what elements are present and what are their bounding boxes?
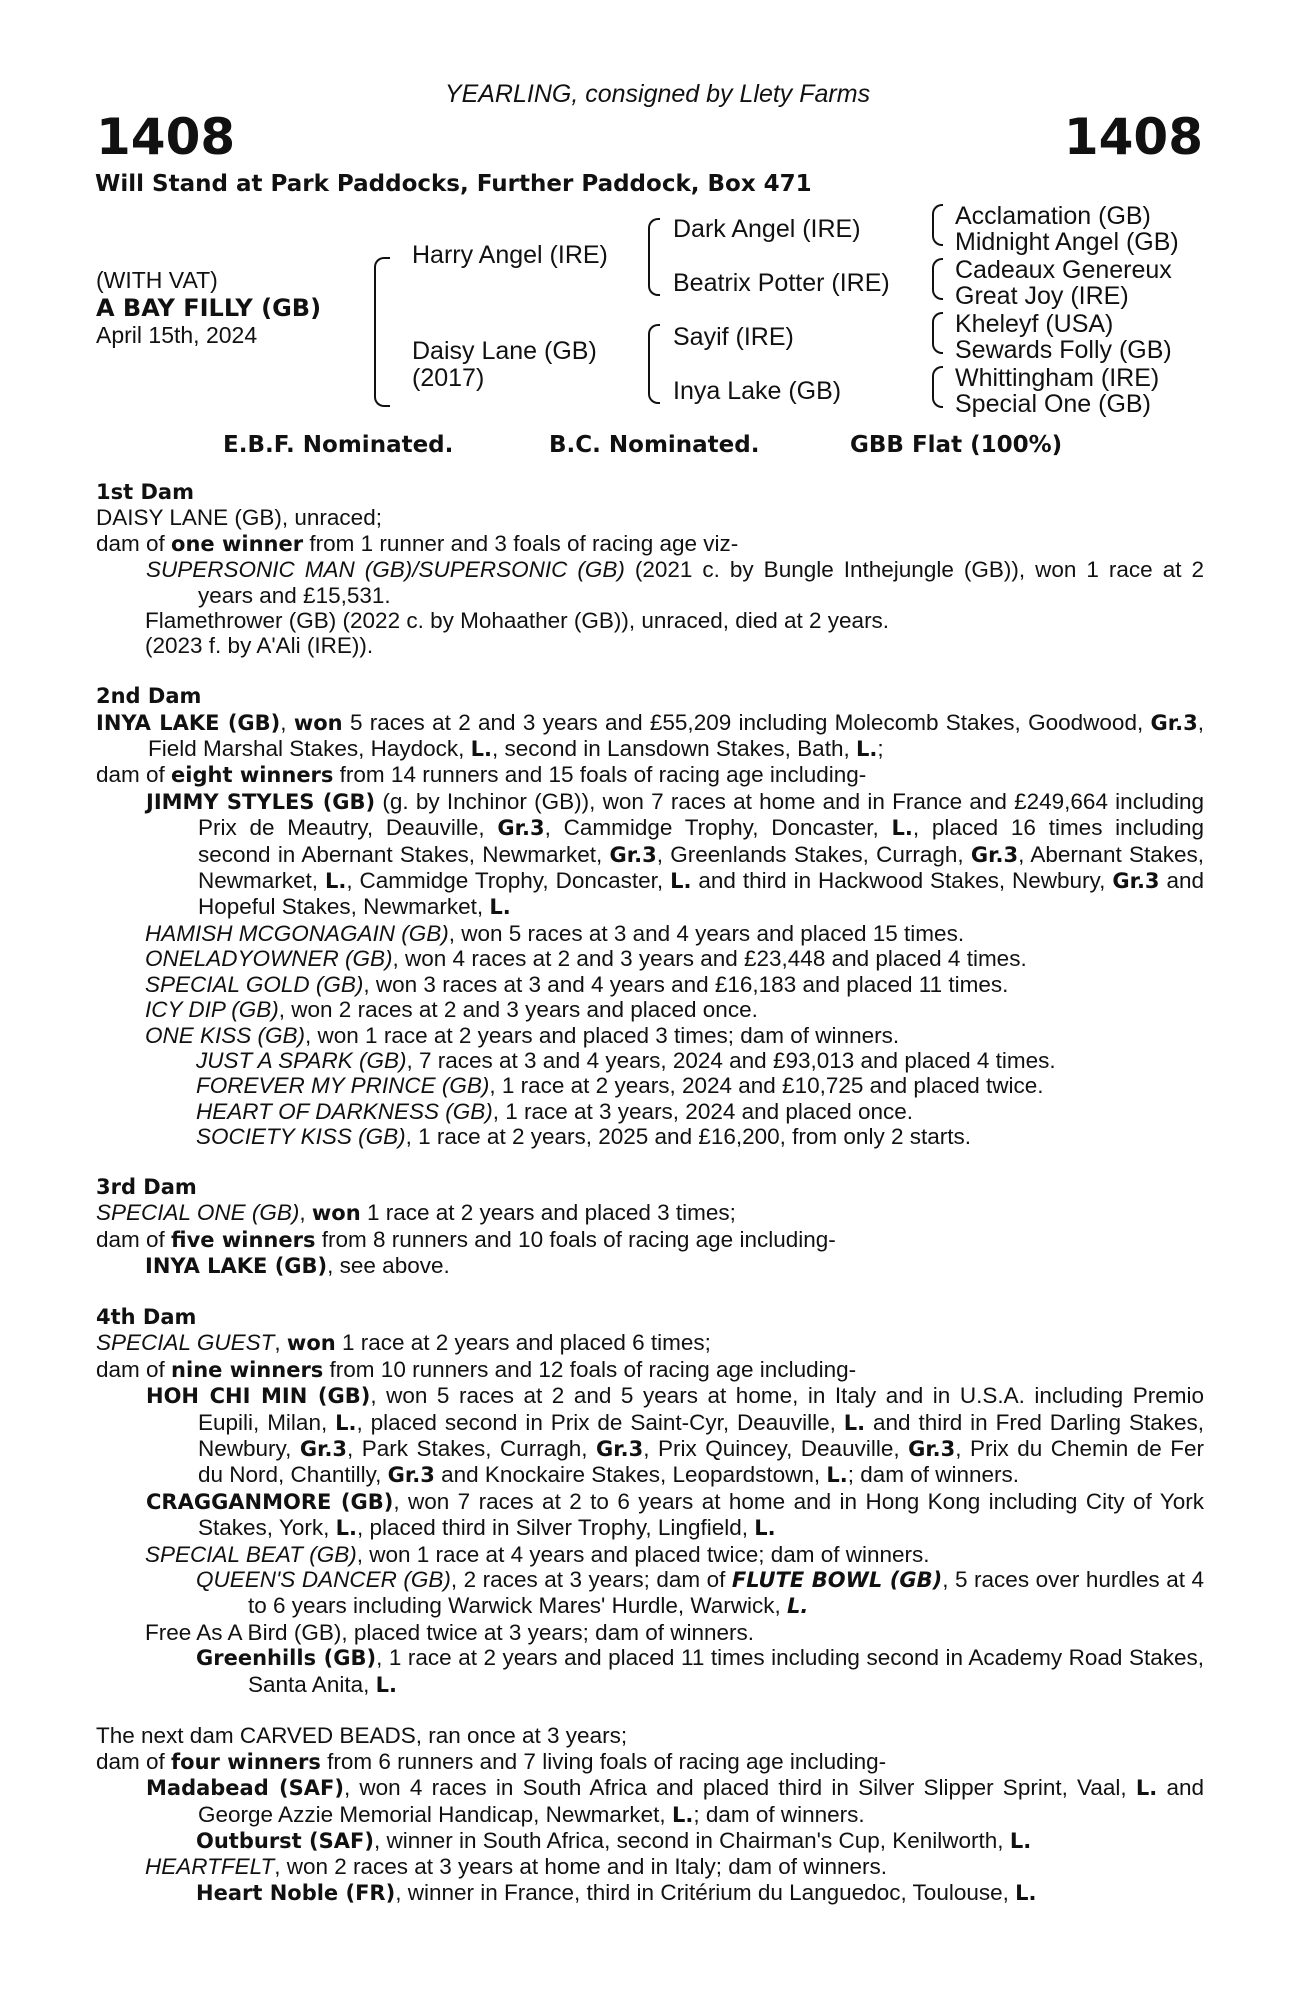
spacer: [96, 659, 1204, 684]
ancestor-1: Acclamation (GB): [955, 202, 1151, 230]
second-dam-produce-summary: dam of eight winners from 14 runners and 15 foals of racing age including-: [96, 762, 867, 788]
produce-special-gold: SPECIAL GOLD (GB), won 3 races at 3 and 4 years and £16,183 and placed 11 times.: [145, 971, 1009, 997]
grandproduce-heart-of-darkness: HEART OF DARKNESS (GB), 1 race at 3 years, 2024 and placed once.: [196, 1098, 914, 1124]
ancestor-8: Special One (GB): [955, 390, 1151, 418]
first-dam-heading: 1st Dam: [96, 480, 194, 504]
pedigree-brace-g4: [932, 366, 943, 408]
next-dam-line: The next dam CARVED BEADS, ran once at 3 years;: [96, 1723, 628, 1749]
produce-hamish-mcgonagain: HAMISH MCGONAGAIN (GB), won 5 races at 3 and 4 years and placed 15 times.: [145, 920, 965, 946]
produce-special-beat: SPECIAL BEAT (GB), won 1 race at 4 years and placed twice; dam of winners.: [145, 1541, 930, 1567]
third-dam-line: SPECIAL ONE (GB), won 1 race at 2 years and placed 3 times;: [96, 1200, 736, 1226]
grandproduce-outburst: Outburst (SAF), winner in South Africa, second in Chairman's Cup, Kenilworth, L.: [196, 1828, 1032, 1854]
third-dam-produce-summary: dam of five winners from 8 runners and 10 foals of racing age including-: [96, 1226, 836, 1252]
pedigree-brace-main: [374, 257, 390, 407]
pedigree-brace-g3: [932, 312, 943, 354]
produce-one-kiss: ONE KISS (GB), won 1 race at 2 years and placed 3 times; dam of winners.: [145, 1022, 900, 1048]
produce-madabead: Madabead (SAF), won 4 races in South Africa and placed third in Silver Slipper Sprint, Vaal, L. and George Azzie Memorial Handicap, Newmarket, L.; dam of winners.: [146, 1775, 1205, 1827]
third-dam-heading: 3rd Dam: [96, 1174, 197, 1199]
ancestor-5: Kheleyf (USA): [955, 310, 1114, 338]
first-dam-line: DAISY LANE (GB), unraced;: [96, 505, 382, 531]
produce-hoh-chi-min: HOH CHI MIN (GB), won 5 races at 2 and 5 years at home, in Italy and in U.S.A. including Premio Eupili, Milan, L., placed second in Prix de Saint-Cyr, Deauville, L. and third in Fred Darling Stakes, Newbury, Gr.3, Park Stakes, Curragh, Gr.3, Prix Quincey, Deauville, Gr.3, Prix du Chemin de Fer du Nord, Chantilly, Gr.3 and Knockaire Stakes, Leopardstown, L.; dam of winners.: [146, 1383, 1204, 1488]
produce-heartfelt: HEARTFELT, won 2 races at 3 years at home and in Italy; dam of winners.: [145, 1854, 888, 1880]
dam-year: (2017): [412, 364, 485, 392]
ancestor-4: Great Joy (IRE): [955, 282, 1129, 310]
sire-sire: Dark Angel (IRE): [673, 215, 861, 243]
foaling-date: April 15th, 2024: [96, 322, 258, 348]
subject-name: A BAY FILLY (GB): [96, 294, 322, 322]
pedigree-brace-g1: [932, 204, 943, 246]
sire: Harry Angel (IRE): [412, 241, 608, 269]
ancestor-2: Midnight Angel (GB): [955, 228, 1179, 256]
produce-free-as-a-bird: Free As A Bird (GB), placed twice at 3 years; dam of winners.: [145, 1619, 755, 1645]
produce-cragganmore: CRAGGANMORE (GB), won 7 races at 2 to 6 years at home and in Hong Kong including City of York Stakes, York, L., placed third in Silver Trophy, Lingfield, L.: [146, 1488, 1205, 1541]
dam: Daisy Lane (GB): [412, 337, 597, 365]
lot-number-left: 1408: [96, 108, 236, 166]
sire-dam: Beatrix Potter (IRE): [673, 269, 890, 297]
ancestor-7: Whittingham (IRE): [955, 364, 1160, 392]
bc-nomination: B.C. Nominated.: [549, 432, 760, 458]
produce-inya-lake: INYA LAKE (GB), see above.: [145, 1253, 450, 1279]
first-dam-produce-summary: dam of one winner from 1 runner and 3 foals of racing age viz-: [96, 530, 739, 556]
produce-icy-dip: ICY DIP (GB), won 2 races at 2 and 3 years and placed once.: [145, 997, 758, 1023]
grandproduce-forever-my-prince: FOREVER MY PRINCE (GB), 1 race at 2 years, 2024 and £10,725 and placed twice.: [196, 1073, 1044, 1099]
next-dam-produce-summary: dam of four winners from 6 runners and 7 living foals of racing age including-: [96, 1748, 887, 1774]
spacer: [96, 1280, 1204, 1305]
grandproduce-just-a-spark: JUST A SPARK (GB), 7 races at 3 and 4 years, 2024 and £93,013 and placed 4 times.: [196, 1047, 1056, 1073]
ebf-nomination: E.B.F. Nominated.: [223, 432, 454, 458]
fourth-dam-produce-summary: dam of nine winners from 10 runners and 12 foals of racing age including-: [96, 1356, 857, 1382]
produce-2023-filly: (2023 f. by A'Ali (IRE)).: [145, 633, 374, 659]
lot-number-right: 1408: [1063, 108, 1203, 166]
ancestor-6: Sewards Folly (GB): [955, 336, 1172, 364]
consignment-line: YEARLING, consigned by Llety Farms: [444, 80, 871, 108]
produce-supersonic-man: SUPERSONIC MAN (GB)/SUPERSONIC (GB) (2021 c. by Bungle Inthejungle (GB)), won 1 race at 2 years and £15,531.: [146, 557, 1204, 608]
grandproduce-queens-dancer: QUEEN'S DANCER (GB), 2 races at 3 years; dam of FLUTE BOWL (GB), 5 races over hurdles at 4 to 6 years including Warwick Mares' Hurdle, Warwick, L.: [196, 1567, 1204, 1619]
dam-dam: Inya Lake (GB): [673, 377, 842, 405]
produce-oneladyowner: ONELADYOWNER (GB), won 4 races at 2 and 3 years and £23,448 and placed 4 times.: [145, 946, 1027, 972]
vat-note: (WITH VAT): [96, 267, 218, 293]
dam-sire: Sayif (IRE): [673, 323, 794, 351]
gbb-flat: GBB Flat (100%): [850, 432, 1063, 458]
spacer: [96, 1150, 1204, 1175]
stand-location: Will Stand at Park Paddocks, Further Paddock, Box 471: [95, 171, 812, 197]
grandproduce-society-kiss: SOCIETY KISS (GB), 1 race at 2 years, 2025 and £16,200, from only 2 starts.: [196, 1124, 971, 1150]
pedigree-brace-dam: [648, 324, 660, 404]
grandproduce-greenhills: Greenhills (GB), 1 race at 2 years and placed 11 times including second in Academy Road Stakes, Santa Anita, L.: [196, 1645, 1205, 1697]
spacer: [96, 1698, 1204, 1723]
ancestor-3: Cadeaux Genereux: [955, 256, 1172, 284]
fourth-dam-line: SPECIAL GUEST, won 1 race at 2 years and placed 6 times;: [96, 1330, 711, 1356]
pedigree-brace-sire: [648, 218, 660, 296]
produce-jimmy-styles: JIMMY STYLES (GB) (g. by Inchinor (GB)), won 7 races at home and in France and £249,664 including Prix de Meautry, Deauville, Gr.3, Cammidge Trophy, Doncaster, L., placed 16 times including second in Abernant Stakes, Newmarket, Gr.3, Greenlands Stakes, Curragh, Gr.3, Abernant Stakes, Newmarket, L., Cammidge Trophy, Doncaster, L. and third in Hackwood Stakes, Newbury, Gr.3 and Hopeful Stakes, Newmarket, L.: [146, 788, 1205, 920]
pedigree-brace-g2: [932, 258, 943, 300]
second-dam-heading: 2nd Dam: [96, 684, 202, 709]
family-text: [96, 480, 1204, 1906]
second-dam-line: INYA LAKE (GB), won 5 races at 2 and 3 years and £55,209 including Molecomb Stakes, Goodwood, Gr.3, Field Marshal Stakes, Haydock, L., second in Lansdown Stakes, Bath, L.;: [96, 709, 1204, 762]
grandproduce-heart-noble: Heart Noble (FR), winner in France, third in Critérium du Languedoc, Toulouse, L.: [196, 1879, 1037, 1905]
produce-flamethrower: Flamethrower (GB) (2022 c. by Mohaather (GB)), unraced, died at 2 years.: [145, 608, 890, 634]
fourth-dam-heading: 4th Dam: [96, 1304, 197, 1329]
